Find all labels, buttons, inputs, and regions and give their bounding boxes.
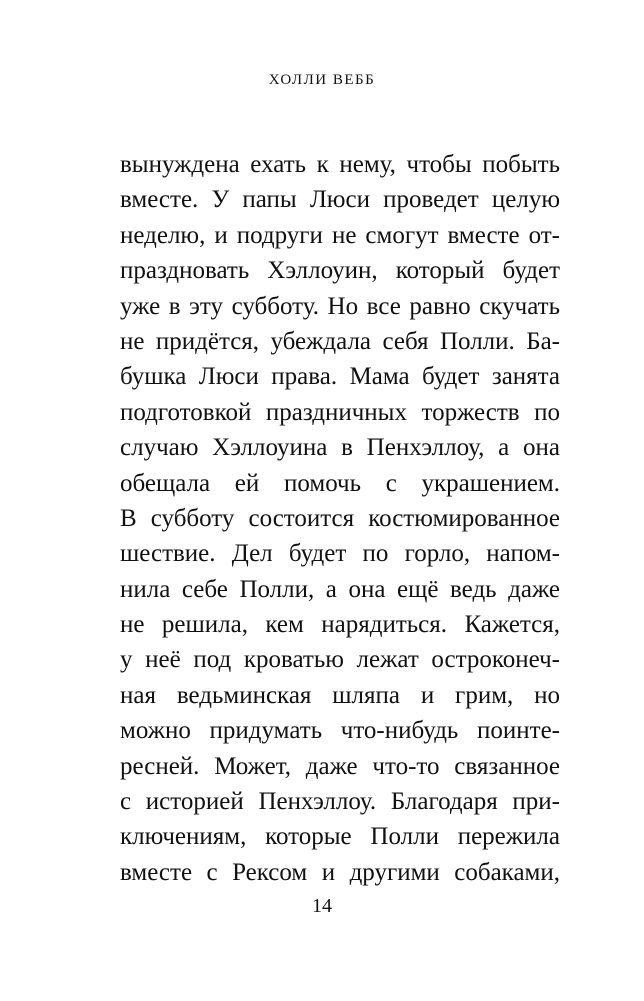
text-line: у неё под кроватью лежат остроконеч- — [120, 646, 560, 674]
text-line: шествие. Дел будет по горло, напом- — [120, 540, 560, 568]
text-line: ная ведьминская шляпа и грим, но — [120, 681, 560, 709]
text-line: неделю, и подруги не смогут вместе от- — [120, 221, 560, 249]
text-line: с историей Пенхэллоу. Благодаря при- — [120, 788, 560, 816]
text-line: обещала ей помочь с украшением. — [120, 469, 560, 497]
text-line: нила себе Полли, а она ещё ведь даже — [120, 575, 560, 603]
running-head: ХОЛЛИ ВЕББ — [268, 72, 376, 88]
text-line: не решила, кем нарядиться. Кажется, — [120, 611, 560, 639]
text-line: бушка Люси права. Мама будет занята — [120, 363, 560, 391]
text-line: В субботу состоится костюмированное — [120, 504, 560, 532]
page-number: 14 — [312, 895, 332, 917]
text-line: вынуждена ехать к нему, чтобы побыть — [120, 151, 560, 178]
text-line: ключениям, которые Полли пережила — [120, 823, 560, 851]
body-text — [120, 147, 560, 890]
text-line: праздновать Хэллоуин, который будет — [120, 257, 560, 285]
text-line: можно придумать что-нибудь поинте- — [120, 717, 560, 745]
text-line: подготовкой праздничных торжеств по — [120, 398, 560, 426]
text-line: не придётся, убеждала себя Полли. Ба- — [120, 327, 560, 355]
text-line: ресней. Может, даже что-то связанное — [120, 752, 560, 780]
text-line: вместе. У папы Люси проведет целую — [120, 186, 560, 214]
text-line: уже в эту субботу. Но все равно скучать — [120, 292, 560, 320]
text-line: вместе с Рексом и другими собаками, — [120, 858, 560, 886]
text-line: случаю Хэллоуина в Пенхэллоу, а она — [120, 434, 560, 462]
